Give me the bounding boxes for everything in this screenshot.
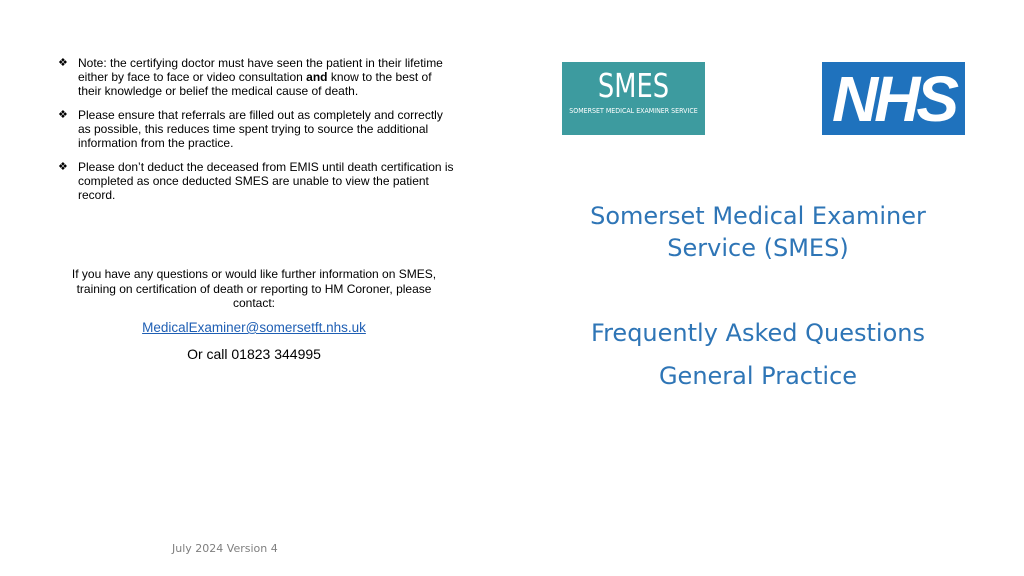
note-bold-text: and xyxy=(306,70,328,84)
faq-title: Frequently Asked Questions xyxy=(591,319,925,347)
diamond-bullet-icon: ❖ xyxy=(58,161,68,173)
smes-logo-main-text: SMES xyxy=(597,66,670,105)
smes-logo-sub-text: SOMERSET MEDICAL EXAMINER SERVICE xyxy=(569,107,698,115)
smes-logo xyxy=(562,62,705,135)
notes-list xyxy=(58,56,458,212)
note-text-end: know to the best of their knowledge or belief the medical cause of death. xyxy=(78,70,432,98)
contact-info-text: If you have any questions or would like further information on SMES, training on certification of death or reporting to HM Coroner, please contact: xyxy=(71,267,437,310)
note-item xyxy=(58,56,458,98)
email-link[interactable]: MedicalExaminer@somersetft.nhs.uk xyxy=(142,320,366,335)
note-text: Please ensure that referrals are filled out as completely and correctly as possible, this reduces time spent trying to source the additional information from the practice. xyxy=(78,108,443,150)
version-footer: July 2024 Version 4 xyxy=(172,542,278,555)
note-item xyxy=(58,108,458,150)
diamond-bullet-icon: ❖ xyxy=(58,57,68,69)
service-title: Somerset Medical Examiner Service (SMES) xyxy=(590,202,926,262)
note-text: Note: the certifying doctor must have seen the patient in their lifetime either by face to face or video consultation xyxy=(78,56,443,84)
diamond-bullet-icon: ❖ xyxy=(58,109,68,121)
nhs-logo xyxy=(822,62,965,135)
note-item xyxy=(58,160,458,202)
general-practice-title: General Practice xyxy=(658,362,858,390)
note-text: Please don’t deduct the deceased from EMIS until death certification is completed as once deducted SMES are unable to view the patient record. xyxy=(78,160,454,202)
phone-number: Or call 01823 344995 xyxy=(187,346,321,362)
nhs-logo-text: NHS xyxy=(831,63,956,135)
